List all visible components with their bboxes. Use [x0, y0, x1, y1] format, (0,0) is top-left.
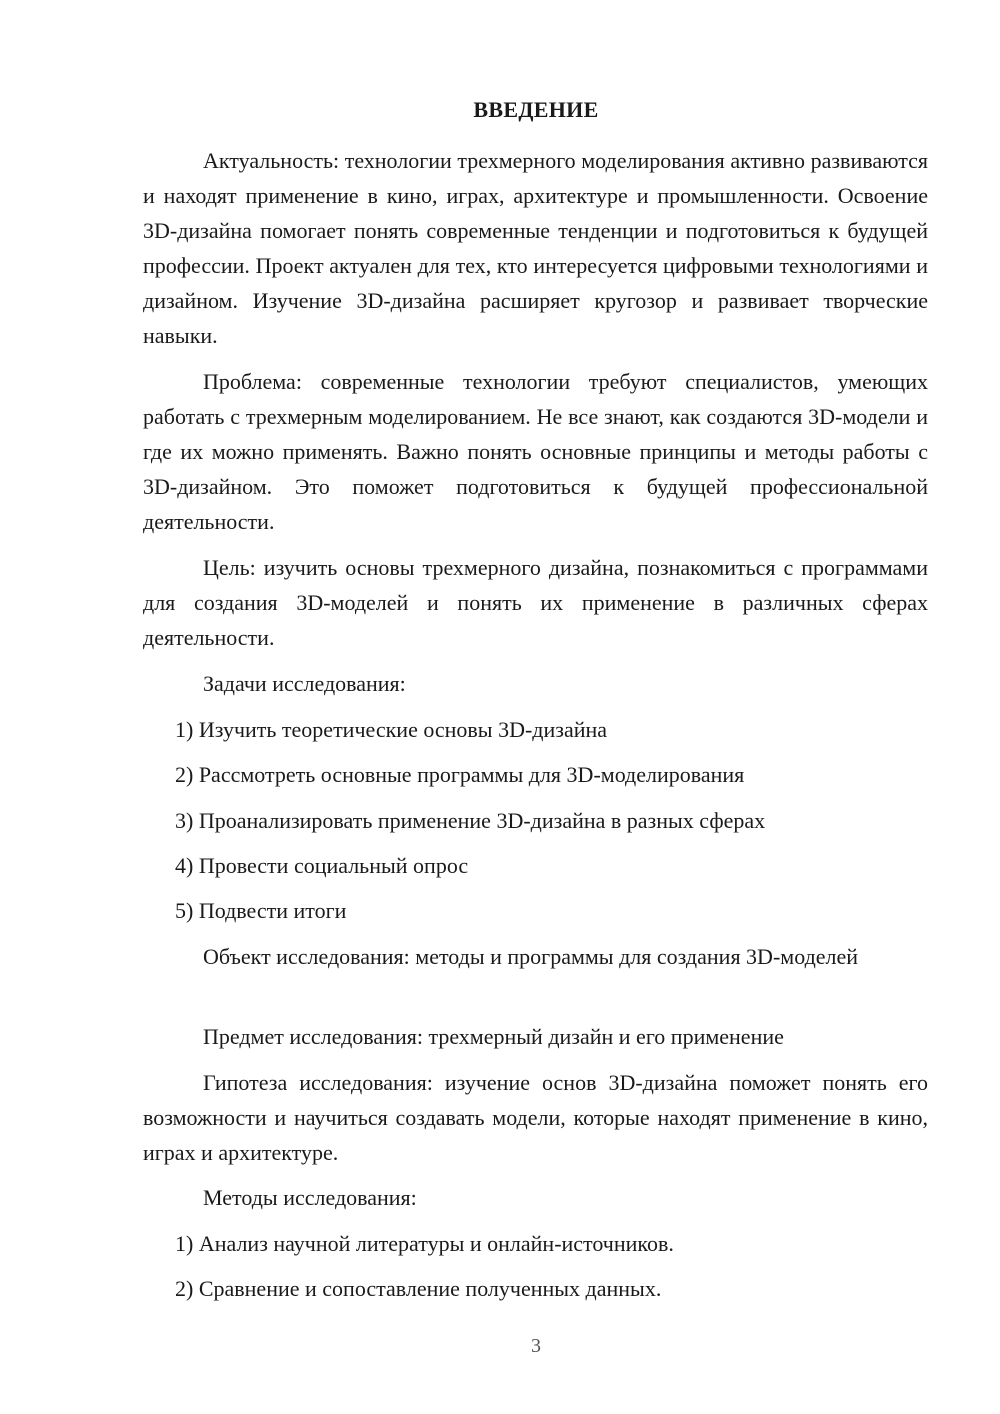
methods-heading-block [143, 1180, 928, 1215]
problem-block [143, 364, 928, 539]
subject-block [143, 1019, 928, 1054]
task-item-block [143, 848, 928, 883]
methods-heading: Методы исследования: [203, 1185, 417, 1210]
list-item: 4) Провести социальный опрос [175, 853, 469, 878]
task-item-block [143, 803, 928, 838]
relevance-paragraph: Актуальность: технологии трехмерного моделирования активно развиваются и находят применение в кино, играх, архитектуре и промышленности. Освоение 3D-дизайна помогает понять современные тенденции и подготовиться к будущей профессии. Проект актуален для тех, кто интересуется цифровыми технологиями и дизайном. Изучение 3D-дизайна расширяет кругозор и развивает творческие навыки. [143, 148, 928, 348]
list-item: 5) Подвести итоги [175, 898, 347, 923]
list-item: 2) Сравнение и сопоставление полученных данных. [175, 1276, 662, 1301]
problem-paragraph: Проблема: современные технологии требуют специалистов, умеющих работать с трехмерным моделированием. Не все знают, как создаются 3D-модели и где их можно применять. Важно понять основные принципы и методы работы с 3D-дизайном. Это поможет подготовиться к будущей профессиональной деятельности. [143, 369, 928, 534]
goal-block [143, 550, 928, 655]
section-title: ВВЕДЕНИЕ [473, 97, 599, 122]
hypothesis-paragraph: Гипотеза исследования: изучение основ 3D-дизайна поможет понять его возможности и научиться создавать модели, которые находят применение в кино, играх и архитектуре. [143, 1070, 928, 1165]
list-item: 1) Изучить теоретические основы 3D-дизайна [175, 717, 608, 742]
method-item-block [143, 1226, 928, 1261]
tasks-heading-block [143, 666, 928, 701]
task-item-block [143, 893, 928, 928]
goal-paragraph: Цель: изучить основы трехмерного дизайна, познакомиться с программами для создания 3D-моделей и понять их применение в различных сферах деятельности. [143, 555, 928, 650]
task-item-block [143, 757, 928, 792]
list-item: 1) Анализ научной литературы и онлайн-источников. [175, 1231, 674, 1256]
tasks-heading: Задачи исследования: [203, 671, 406, 696]
relevance-block [143, 143, 928, 353]
task-item-block [143, 712, 928, 747]
hypothesis-block [143, 1065, 928, 1170]
subject-paragraph: Предмет исследования: трехмерный дизайн и его применение [203, 1024, 784, 1049]
page-number: 3 [531, 1335, 541, 1357]
object-block [143, 939, 928, 974]
method-item-block [143, 1271, 928, 1306]
list-item: 3) Проанализировать применение 3D-дизайна в разных сферах [175, 808, 766, 833]
object-paragraph: Объект исследования: методы и программы для создания 3D-моделей [203, 944, 859, 969]
list-item: 2) Рассмотреть основные программы для 3D-моделирования [175, 762, 745, 787]
